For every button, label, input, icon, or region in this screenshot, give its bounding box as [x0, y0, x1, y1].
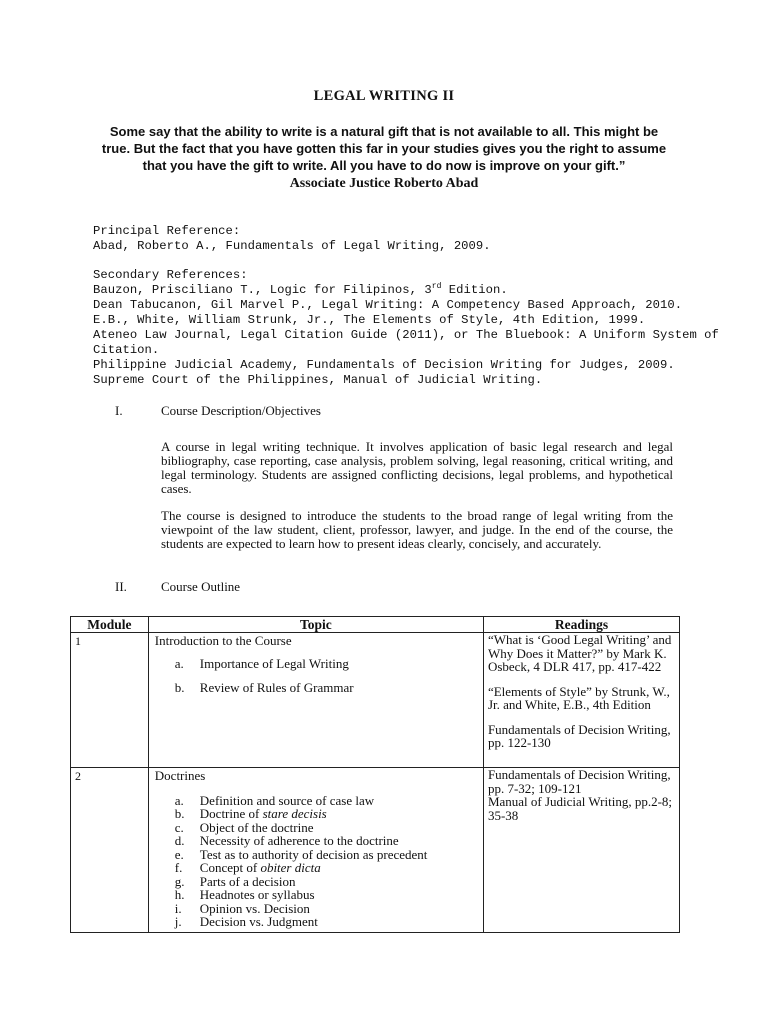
secondary-reference: Ateneo Law Journal, Legal Citation Guide (2011), or The Bluebook: A Uniform System of [93, 328, 719, 342]
list-item-text: Decision vs. Judgment [199, 914, 318, 929]
secondary-reference [93, 283, 508, 297]
list-letter: a. [174, 792, 184, 808]
list-item [155, 657, 479, 671]
table-header-row [71, 617, 680, 633]
list-item [155, 848, 479, 862]
list-item [155, 875, 479, 889]
course-description-paragraph: A course in legal writing technique. It involves application of basic legal research and legal bibliography, case reporting, case analysis, problem solving, legal reasoning, critical writing, and legal terminology. Students are assigned conflicting decisions, legal problems, and hypothetical cases. [161, 439, 673, 496]
readings-cell [483, 633, 679, 768]
principal-reference: Abad, Roberto A., Fundamentals of Legal Writing, 2009. [93, 239, 491, 253]
quote-author: Associate Justice Roberto Abad [289, 176, 479, 191]
table-row [71, 633, 680, 768]
topic-cell [148, 768, 483, 933]
list-item-text: Headnotes or syllabus [199, 887, 315, 902]
section-number: II. [115, 579, 127, 594]
list-letter: j. [174, 914, 182, 929]
topic-title: Doctrines [154, 768, 206, 783]
list-item-text: Doctrine of [199, 806, 263, 821]
latin-term: obiter dicta [260, 860, 321, 875]
reading-entry: “What is ‘Good Legal Writing’ and Why Does it Matter?” by Mark K. Osbeck, 4 DLR 417, pp. 417-422 [487, 632, 672, 674]
section-heading: Course Outline [161, 579, 241, 594]
list-item-text: Object of the doctrine [199, 819, 314, 835]
course-outline-table [70, 616, 680, 933]
list-item [155, 807, 479, 821]
list-item [155, 834, 479, 848]
list-item-text: Parts of a decision [199, 873, 296, 889]
readings-column-header: Readings [483, 617, 679, 633]
list-item-text: Definition and source of case law [199, 792, 375, 808]
ordinal-suffix: rd [431, 281, 442, 291]
table-row [71, 768, 680, 933]
list-item-text: Opinion vs. Decision [199, 900, 310, 916]
secondary-reference: E.B., White, William Strunk, Jr., The Elements of Style, 4th Edition, 1999. [93, 313, 646, 327]
reading-entry: Fundamentals of Decision Writing, pp. 122-130 [487, 721, 671, 750]
readings-cell [483, 768, 679, 933]
document-title: LEGAL WRITING II [313, 88, 455, 104]
list-item-text: Review of Rules of Grammar [199, 680, 354, 695]
subtopic-list [155, 794, 479, 929]
list-letter: c. [174, 819, 184, 835]
list-item-text: Concept of [199, 860, 261, 875]
secondary-references-label: Secondary References: [93, 268, 248, 282]
list-letter: b. [174, 680, 185, 695]
list-item-text: Importance of Legal Writing [199, 655, 349, 671]
list-letter: g. [174, 873, 185, 889]
reading-entry: “Elements of Style” by Strunk, W., Jr. and White, E.B., 4th Edition [487, 683, 670, 712]
reading-entry: Manual of Judicial Writing, pp.2-8; 35-38 [487, 794, 673, 823]
secondary-reference-continuation: Citation. [93, 343, 160, 357]
section-number: I. [115, 403, 123, 418]
course-objectives-paragraph: The course is designed to introduce the students to the broad range of legal writing from the viewpoint of the law student, client, professor, lawyer, and judge. In the end of the course, the students are expected to learn how to present ideas clearly, concisely, and accurately. [161, 508, 673, 551]
quote-line: that you have the gift to write. All you have to do now is improve on your gift.” [142, 158, 626, 173]
list-letter: e. [174, 846, 184, 862]
list-letter: h. [174, 887, 185, 902]
list-letter: f. [174, 860, 183, 875]
section-heading: Course Description/Objectives [161, 403, 321, 418]
epigraph-quote [96, 123, 672, 174]
module-column-header: Module [71, 617, 149, 633]
reference-text: Bauzon, Prisciliano T., Logic for Filipinos, 3 [93, 283, 432, 297]
list-letter: a. [174, 655, 184, 671]
list-item [155, 888, 479, 902]
reference-text: Edition. [441, 283, 508, 297]
list-item-text: Test as to authority of decision as precedent [199, 846, 428, 862]
latin-term: stare decisis [262, 806, 327, 821]
module-number: 2 [71, 768, 149, 933]
secondary-reference: Philippine Judicial Academy, Fundamentals of Decision Writing for Judges, 2009. [93, 358, 675, 372]
list-item [155, 861, 479, 875]
list-item [155, 681, 479, 695]
list-item-text: Necessity of adherence to the doctrine [199, 833, 399, 848]
list-item [155, 915, 479, 929]
reading-entry: Fundamentals of Decision Writing, pp. 7-32; 109-121 [487, 767, 671, 796]
principal-reference-label: Principal Reference: [93, 224, 241, 238]
list-letter: b. [174, 806, 185, 821]
list-letter: i. [174, 900, 182, 916]
topic-title: Introduction to the Course [154, 633, 292, 648]
module-number: 1 [71, 633, 149, 768]
secondary-reference: Supreme Court of the Philippines, Manual of Judicial Writing. [93, 373, 543, 387]
topic-cell [148, 633, 483, 768]
secondary-reference: Dean Tabucanon, Gil Marvel P., Legal Writing: A Competency Based Approach, 2010. [93, 298, 683, 312]
list-item [155, 821, 479, 835]
subtopic-list [155, 657, 479, 695]
list-item [155, 902, 479, 916]
list-item [155, 794, 479, 808]
quote-line: true. But the fact that you have gotten this far in your studies gives you the right to assume [101, 141, 667, 156]
list-letter: d. [174, 833, 185, 848]
topic-column-header: Topic [148, 617, 483, 633]
quote-line: Some say that the ability to write is a natural gift that is not available to all. This might be [109, 124, 659, 139]
